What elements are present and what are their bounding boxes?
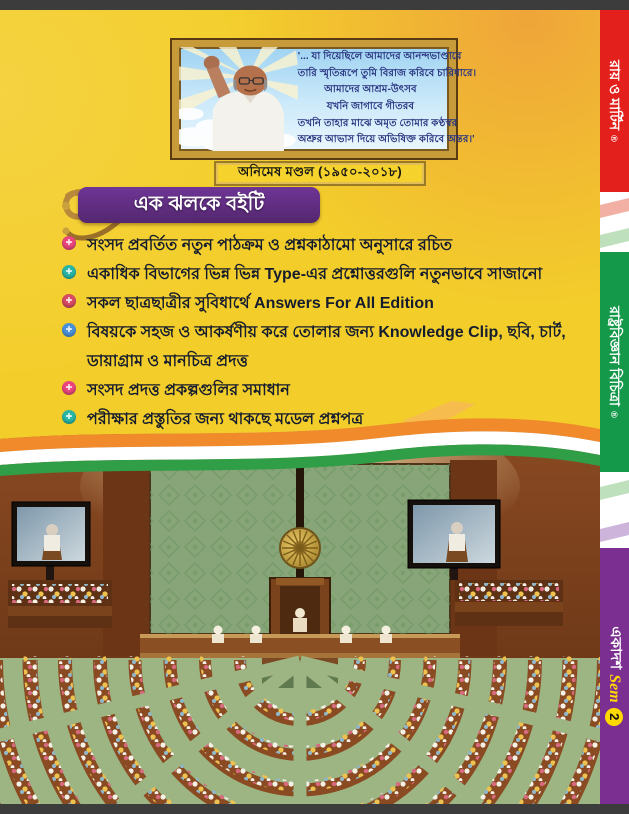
top-edge-bar — [0, 0, 629, 10]
highlight-item — [62, 231, 590, 260]
highlight-text: একাধিক বিভাগের ভিন্ন ভিন্ন Type-এর প্রশ্নোত্তরগুলি নতুনভাবে সাজানো — [87, 266, 543, 283]
quote-line: অশ্রুর আভাস দিয়ে অভিষিক্ত করিবে অন্তর।' — [297, 134, 475, 146]
highlight-item — [62, 260, 590, 289]
quote-line: তারি স্মৃতিরূপে তুমি বিরাজ করিবে চারিধারে। — [297, 67, 477, 79]
highlight-item — [62, 289, 590, 318]
spine — [600, 0, 629, 814]
spine-chevron-gap — [600, 192, 629, 252]
spine-chevron — [600, 198, 629, 218]
publisher-logo-text: রায় ও মার্টিন — [607, 60, 624, 131]
highlights-banner — [78, 187, 320, 223]
ashoka-chakra-emblem — [280, 528, 320, 568]
highlight-item — [62, 318, 590, 376]
caption-text: অনিমেষ মণ্ডল (১৯৫০-২০১৮) — [237, 164, 403, 179]
spine-publisher-section — [600, 10, 629, 192]
flower-bullet-icon — [62, 323, 76, 337]
spine-series-section — [600, 252, 629, 472]
memorial-quote — [297, 47, 477, 151]
highlights-list — [62, 231, 590, 434]
flower-bullet-icon — [62, 294, 76, 308]
gallery-left — [8, 580, 112, 628]
quote-line: আমাদের আশ্রম-উৎসব — [324, 84, 417, 96]
right-tv-screen — [408, 500, 500, 580]
quote-line: যখনি জাগাবে গীতরব — [326, 101, 414, 112]
spine-chevron-gap — [600, 472, 629, 548]
spine-chevron — [600, 228, 629, 248]
sem-label: Sem — [606, 674, 624, 703]
highlight-item — [62, 376, 590, 405]
flower-bullet-icon — [62, 265, 76, 279]
highlight-text: বিষয়কে সহজ ও আকর্ষণীয় করে তোলার জন্য Knowledge Clip, ছবি, চার্ট, ডায়াগ্রাম ও মানচিত্র প্রদত্ত — [87, 324, 566, 370]
quote-line: '... যা দিয়েছিলে আমাদের আনন্দভাণ্ডারে — [297, 51, 462, 63]
class-label: একাদশ — [607, 626, 624, 670]
spine-class-section — [600, 548, 629, 804]
banner-title: এক ঝলকে বইটি — [133, 192, 265, 215]
caption-box — [214, 161, 426, 186]
flower-bullet-icon — [62, 410, 76, 424]
quote-line: তখনি তাহার মাঝে অমৃত তোমার কণ্ঠস্বর — [297, 117, 458, 129]
flower-bullet-icon — [62, 236, 76, 250]
highlight-item — [62, 405, 590, 434]
flower-bullet-icon — [62, 381, 76, 395]
reg-mark: ® — [609, 411, 620, 418]
bottom-edge-bar — [0, 804, 629, 814]
spine-chevron — [600, 480, 629, 500]
reg-mark: ® — [609, 135, 620, 142]
portrait-illustration — [179, 47, 298, 151]
highlight-text: সকল ছাত্রছাত্রীর সুবিধার্থে Answers For All Edition — [87, 295, 434, 312]
quote-photo-frame — [172, 40, 477, 158]
highlight-text: সংসদ প্রদত্ত প্রকল্পগুলির সমাধান — [87, 382, 290, 399]
sem-number-badge: 2 — [606, 708, 624, 726]
highlight-text: সংসদ প্রবর্তিত নতুন পাঠক্রম ও প্রশ্নকাঠামো অনুসারে রচিত — [87, 237, 453, 254]
speaker-chair — [270, 578, 330, 638]
highlight-text: পরীক্ষার প্রস্তুতির জন্য থাকছে মডেল প্রশ্নপত্র — [87, 411, 364, 428]
gallery-right — [455, 580, 563, 626]
portrait-man — [179, 47, 298, 151]
spine-chevron — [600, 522, 629, 542]
series-title: রাষ্ট্রবিজ্ঞান বিচিত্রা — [607, 306, 624, 407]
